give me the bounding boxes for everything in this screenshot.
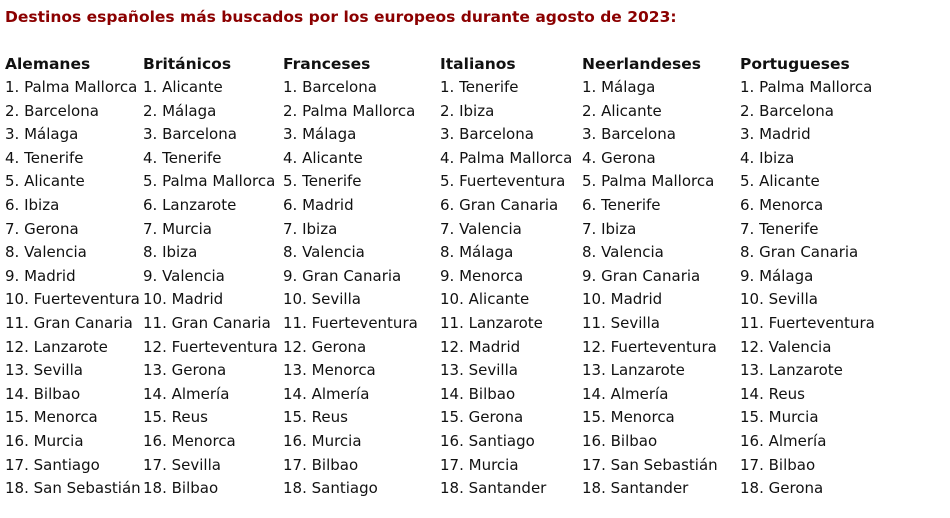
list-item: 17. Bilbao <box>283 455 359 474</box>
list-item: 12. Fuerteventura <box>143 337 278 356</box>
list-item: 12. Gerona <box>283 337 367 356</box>
ranking-list <box>740 76 875 501</box>
page-title: Destinos españoles más buscados por los europeos durante agosto de 2023: <box>5 8 677 26</box>
list-item: 9. Madrid <box>5 266 76 285</box>
list-item: 3. Barcelona <box>440 125 534 144</box>
list-item: 6. Madrid <box>283 195 354 214</box>
list-item: 17. Bilbao <box>740 455 816 474</box>
list-item: 8. Valencia <box>5 243 87 262</box>
column-alemanes <box>5 52 141 501</box>
list-item: 17. Murcia <box>440 455 519 474</box>
list-item: 12. Lanzarote <box>5 337 108 356</box>
column-header: Neerlandeses <box>582 55 702 73</box>
list-item: 15. Murcia <box>740 408 819 427</box>
column-header: Alemanes <box>5 55 91 73</box>
list-item: 1. Málaga <box>582 78 656 96</box>
list-item: 16. Murcia <box>5 431 84 450</box>
list-item: 1. Barcelona <box>283 78 377 96</box>
list-item: 11. Gran Canaria <box>5 313 133 332</box>
column-header: Italianos <box>440 55 516 73</box>
list-item: 1. Tenerife <box>440 78 519 96</box>
list-item: 2. Alicante <box>582 101 662 120</box>
list-item: 14. Almería <box>582 384 669 403</box>
list-item: 14. Bilbao <box>440 384 516 403</box>
list-item: 10. Madrid <box>143 290 224 309</box>
list-item: 14. Almería <box>143 384 230 403</box>
list-item: 15. Menorca <box>582 408 675 427</box>
list-item: 14. Reus <box>740 384 805 403</box>
list-item: 7. Gerona <box>5 219 79 238</box>
list-item: 5. Fuerteventura <box>440 172 566 191</box>
list-item: 2. Palma Mallorca <box>283 101 416 120</box>
list-item: 3. Málaga <box>5 125 79 144</box>
list-item: 5. Tenerife <box>283 172 362 191</box>
list-item: 13. Lanzarote <box>740 361 843 380</box>
list-item: 6. Menorca <box>740 195 824 214</box>
list-item: 11. Fuerteventura <box>740 313 875 332</box>
list-item: 17. Santiago <box>5 455 100 474</box>
list-item: 7. Ibiza <box>283 219 338 238</box>
ranking-list <box>582 76 718 501</box>
list-item: 16. Menorca <box>143 431 236 450</box>
list-item: 15. Reus <box>283 408 348 427</box>
list-item: 15. Reus <box>143 408 208 427</box>
list-item: 16. Santiago <box>440 431 535 450</box>
list-item: 14. Bilbao <box>5 384 81 403</box>
list-item: 7. Tenerife <box>740 219 819 238</box>
list-item: 13. Sevilla <box>5 361 83 380</box>
list-item: 12. Madrid <box>440 337 521 356</box>
list-item: 8. Málaga <box>440 243 514 262</box>
list-item: 12. Fuerteventura <box>582 337 717 356</box>
list-item: 18. Bilbao <box>143 479 219 498</box>
list-item: 1. Palma Mallorca <box>740 78 873 96</box>
list-item: 13. Sevilla <box>440 361 518 380</box>
list-item: 18. Santander <box>440 479 547 498</box>
list-item: 9. Menorca <box>440 266 524 285</box>
list-item: 4. Palma Mallorca <box>440 148 573 167</box>
list-item: 11. Gran Canaria <box>143 313 271 332</box>
list-item: 10. Fuerteventura <box>5 290 140 309</box>
list-item: 18. Gerona <box>740 479 824 498</box>
list-item: 9. Valencia <box>143 266 225 285</box>
list-item: 17. San Sebastián <box>582 455 718 474</box>
list-item: 4. Ibiza <box>740 148 795 167</box>
list-item: 4. Alicante <box>283 148 363 167</box>
list-item: 12. Valencia <box>740 337 832 356</box>
list-item: 10. Alicante <box>440 290 530 309</box>
list-item: 8. Gran Canaria <box>740 243 859 262</box>
list-item: 7. Murcia <box>143 219 212 238</box>
column-italianos <box>440 52 572 501</box>
list-item: 5. Palma Mallorca <box>143 172 276 191</box>
ranking-list <box>143 76 278 501</box>
list-item: 9. Gran Canaria <box>283 266 402 285</box>
list-item: 13. Menorca <box>283 361 376 380</box>
column-header: Portugueses <box>740 55 850 73</box>
column-portugueses <box>740 52 875 501</box>
list-item: 6. Ibiza <box>5 195 60 214</box>
list-item: 11. Lanzarote <box>440 313 543 332</box>
column-neerlandeses <box>582 52 718 501</box>
list-item: 2. Barcelona <box>5 101 99 120</box>
list-item: 8. Valencia <box>283 243 365 262</box>
list-item: 11. Fuerteventura <box>283 313 418 332</box>
list-item: 2. Barcelona <box>740 101 834 120</box>
column-franceses <box>283 52 418 501</box>
list-item: 5. Alicante <box>5 172 85 191</box>
list-item: 7. Ibiza <box>582 219 637 238</box>
list-item: 9. Málaga <box>740 266 814 285</box>
ranking-list <box>440 76 572 501</box>
ranking-list <box>283 76 418 501</box>
list-item: 5. Palma Mallorca <box>582 172 715 191</box>
list-item: 4. Tenerife <box>143 148 222 167</box>
list-item: 7. Valencia <box>440 219 522 238</box>
list-item: 10. Madrid <box>582 290 663 309</box>
list-item: 1. Palma Mallorca <box>5 78 138 96</box>
list-item: 17. Sevilla <box>143 455 221 474</box>
list-item: 3. Barcelona <box>582 125 676 144</box>
list-item: 11. Sevilla <box>582 313 660 332</box>
list-item: 6. Gran Canaria <box>440 195 559 214</box>
list-item: 15. Gerona <box>440 408 524 427</box>
list-item: 16. Murcia <box>283 431 362 450</box>
list-item: 10. Sevilla <box>283 290 361 309</box>
list-item: 14. Almería <box>283 384 370 403</box>
list-item: 8. Valencia <box>582 243 664 262</box>
list-item: 9. Gran Canaria <box>582 266 701 285</box>
list-item: 6. Lanzarote <box>143 195 237 214</box>
list-item: 15. Menorca <box>5 408 98 427</box>
list-item: 13. Gerona <box>143 361 227 380</box>
column-header: Británicos <box>143 55 232 73</box>
list-item: 18. Santander <box>582 479 689 498</box>
list-item: 4. Gerona <box>582 148 656 167</box>
column-britanicos <box>143 52 278 501</box>
list-item: 1. Alicante <box>143 78 223 96</box>
list-item: 4. Tenerife <box>5 148 84 167</box>
list-item: 2. Málaga <box>143 101 217 120</box>
list-item: 5. Alicante <box>740 172 820 191</box>
list-item: 8. Ibiza <box>143 243 198 262</box>
list-item: 18. San Sebastián <box>5 479 141 498</box>
list-item: 3. Málaga <box>283 125 357 144</box>
list-item: 3. Madrid <box>740 125 811 144</box>
column-header: Franceses <box>283 55 371 73</box>
ranking-list <box>5 76 141 501</box>
list-item: 13. Lanzarote <box>582 361 685 380</box>
list-item: 16. Almería <box>740 431 827 450</box>
list-item: 18. Santiago <box>283 479 378 498</box>
list-item: 16. Bilbao <box>582 431 658 450</box>
list-item: 2. Ibiza <box>440 101 495 120</box>
list-item: 3. Barcelona <box>143 125 237 144</box>
list-item: 10. Sevilla <box>740 290 818 309</box>
list-item: 6. Tenerife <box>582 195 661 214</box>
